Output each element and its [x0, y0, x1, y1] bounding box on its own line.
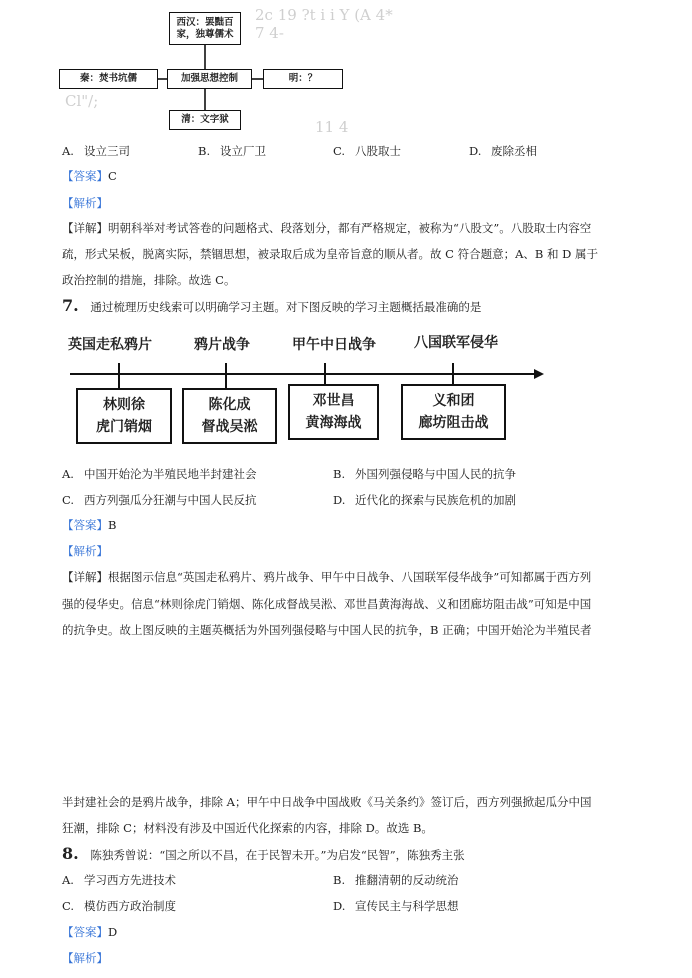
q7-option-a-text: 中国开始沦为半殖民地半封建社会 — [84, 467, 257, 481]
timeline-event-3: 甲午中日战争 — [292, 337, 376, 353]
q7-stem-text: 通过梳理历史线索可以明确学习主题。对下图反映的学习主题概括最准确的是 — [90, 300, 482, 314]
q8-answer-value: D — [108, 925, 118, 939]
q8-option-c — [62, 898, 176, 914]
diagram-watermark-right: 11 4 — [315, 118, 349, 136]
diagram-box-west-han: 西汉：罢黜百家，独尊儒术 — [169, 12, 241, 45]
q8-analysis-tag: 【解析】 — [62, 951, 108, 965]
q7-option-c-letter: C. — [62, 493, 75, 507]
q7-option-d-text: 近代化的探索与民族危机的加剧 — [355, 493, 516, 507]
q6-option-c — [333, 143, 401, 159]
q6-option-b-letter: B. — [198, 144, 211, 158]
q8-option-d-text: 宣传民主与科学思想 — [355, 899, 459, 913]
q7-option-b-text: 外国列强侵略与中国人民的抗争 — [355, 467, 516, 481]
q6-detail-line-1 — [62, 220, 591, 236]
q7-detail-line-3: 的抗争史。故上图反映的主题英概括为外国列强侵略与中国人民的抗争，B 正确；中国开始沦为半殖民者 — [62, 623, 592, 637]
timeline-event-1: 英国走私鸦片 — [68, 337, 152, 353]
q7-option-d-letter: D. — [333, 493, 346, 507]
q8-option-c-letter: C. — [62, 899, 75, 913]
q6-detail-line-3: 政治控制的措施，排除。故选 C。 — [62, 273, 236, 287]
timeline-box-2-line-2: 督战吴淞 — [201, 419, 258, 435]
q6-detail-text-1: 明朝科举对考试答卷的问题格式、段落划分，都有严格规定，被称为“八股文”。八股取士内容空 — [108, 221, 592, 235]
q6-diagram — [55, 0, 405, 135]
timeline-event-4: 八国联军侵华 — [414, 335, 498, 351]
q6-detail-tag: 【详解】 — [62, 221, 108, 235]
timeline-box-4-line-1: 义和团 — [432, 393, 475, 409]
diagram-box-qin: 秦：焚书坑儒 — [59, 69, 158, 89]
q8-option-a-text: 学习西方先进技术 — [84, 873, 176, 887]
q6-option-d — [469, 143, 537, 159]
timeline-box-chen-huacheng — [182, 388, 277, 444]
q6-option-d-text: 废除丞相 — [491, 144, 537, 158]
timeline-box-1-line-2: 虎门销烟 — [96, 419, 152, 435]
timeline-box-1-line-1: 林则徐 — [103, 397, 145, 413]
q7-detail-tag: 【详解】 — [62, 570, 108, 584]
q8-option-b-letter: B. — [333, 873, 346, 887]
q6-answer — [62, 168, 117, 184]
q6-detail-line-2: 疏，形式呆板，脱离实际，禁锢思想，被录取后成为皇帝旨意的顺从者。故 C 符合题意；A、B 和 D 属于 — [62, 247, 599, 261]
q6-option-a-text: 设立三司 — [84, 144, 130, 158]
q7-option-c — [62, 492, 257, 508]
q7-detail-line-2: 强的侵华史。信息“林则徐虎门销烟、陈化成督战吴淞、邓世昌黄海海战、义和团廊坊阻击战”可知是中国 — [62, 597, 592, 611]
timeline-event-2: 鸦片战争 — [194, 337, 250, 353]
q8-stem — [62, 846, 465, 863]
q8-option-c-text: 模仿西方政治制度 — [84, 899, 176, 913]
q7-timeline — [62, 330, 552, 450]
q7-option-b-letter: B. — [333, 467, 346, 481]
q6-option-b — [198, 143, 266, 159]
q6-option-c-letter: C. — [333, 144, 346, 158]
q6-option-c-text: 八股取士 — [355, 144, 401, 158]
q6-option-a — [62, 143, 130, 159]
q8-answer-tag: 【答案】 — [62, 925, 108, 939]
q7-answer — [62, 517, 116, 533]
q8-stem-text: 陈独秀曾说：“国之所以不昌，在于民智未开。”为启发“民智”，陈独秀主张 — [90, 848, 465, 862]
diagram-box-ming: 明：？ — [263, 69, 343, 89]
q8-option-a-letter: A. — [62, 873, 74, 887]
q7-option-a — [62, 466, 257, 482]
timeline-box-3-line-1: 邓世昌 — [312, 393, 355, 409]
timeline-box-deng-shichang — [288, 384, 379, 440]
q8-option-b — [333, 872, 459, 888]
q7-answer-tag: 【答案】 — [62, 518, 108, 532]
q7-option-d — [333, 492, 516, 508]
q6-answer-value: C — [108, 169, 117, 183]
q7-detail-line-4: 半封建社会的是鸦片战争，排除 A；甲午中日战争中国战败《马关条约》签订后，西方列强掀起瓜分中国 — [62, 795, 592, 809]
q8-number: 8. — [62, 844, 79, 863]
timeline-box-3-line-2: 黄海海战 — [305, 415, 362, 431]
q7-detail-line-5: 狂潮，排除 C；材料没有涉及中国近代化探索的内容，排除 D。故选 B。 — [62, 821, 433, 835]
q7-analysis-tag: 【解析】 — [62, 544, 108, 558]
q8-option-a — [62, 872, 176, 888]
q7-detail-text-1: 根据图示信息“英国走私鸦片、鸦片战争、甲午中日战争、八国联军侵华战争”可知都属于西方列 — [108, 570, 592, 584]
q8-answer — [62, 924, 117, 940]
diagram-watermark-top: 2c 19 ?t i i Y (A 4* 7 4- — [255, 6, 393, 42]
diagram-box-center: 加强思想控制 — [167, 69, 252, 89]
q6-option-b-text: 设立厂卫 — [220, 144, 266, 158]
q7-stem — [62, 298, 481, 315]
timeline-box-2-line-1: 陈化成 — [208, 397, 251, 413]
q6-option-d-letter: D. — [469, 144, 482, 158]
timeline-box-4-line-2: 廊坊阻击战 — [418, 415, 489, 431]
q7-detail-line-1 — [62, 569, 591, 585]
q8-option-d — [333, 898, 459, 914]
q8-option-b-text: 推翻清朝的反动统治 — [355, 873, 459, 887]
diagram-box-qing: 清：文字狱 — [169, 110, 241, 130]
q7-option-b — [333, 466, 516, 482]
q7-option-a-letter: A. — [62, 467, 74, 481]
q7-option-c-text: 西方列强瓜分狂潮与中国人民反抗 — [84, 493, 257, 507]
q6-analysis-tag: 【解析】 — [62, 196, 108, 210]
q6-option-a-letter: A. — [62, 144, 74, 158]
q8-option-d-letter: D. — [333, 899, 346, 913]
q7-answer-value: B — [108, 518, 117, 532]
timeline-box-lin-zexu — [76, 388, 172, 444]
q7-number: 7. — [62, 296, 79, 315]
q6-answer-tag: 【答案】 — [62, 169, 108, 183]
timeline-box-yihetuan — [401, 384, 506, 440]
diagram-watermark-left: Cl"/; — [65, 92, 99, 110]
